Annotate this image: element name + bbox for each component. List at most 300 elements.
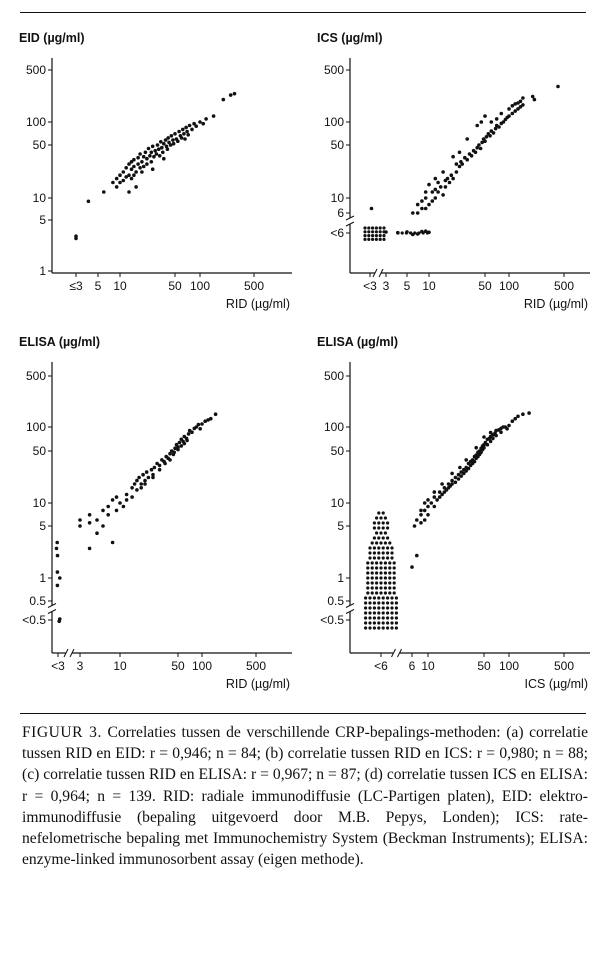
panel-a-data-point bbox=[136, 162, 140, 166]
panel-d-cluster-point bbox=[368, 626, 371, 629]
panel-d-data-point bbox=[513, 417, 517, 421]
panel-d-y-tick-label: <0.5 bbox=[320, 613, 344, 627]
panel-c-data-point bbox=[172, 451, 176, 455]
panel-d-data-point bbox=[482, 435, 486, 439]
panel-c-data-point bbox=[101, 509, 105, 513]
panel-b-cluster-point bbox=[422, 231, 425, 234]
panel-a-data-point bbox=[111, 181, 115, 185]
panel-d-cluster-point bbox=[395, 616, 398, 619]
panel-b-y-tick-label: 6 bbox=[337, 206, 344, 220]
panel-b-data-point bbox=[490, 120, 494, 124]
panel-d-cluster-point bbox=[388, 576, 391, 579]
panel-c-y-tick-label: 50 bbox=[32, 444, 46, 458]
panel-b-cluster-point bbox=[379, 226, 382, 229]
panel-d-cluster-point bbox=[390, 556, 393, 559]
panel-a-y-tick-label: 1 bbox=[39, 264, 46, 278]
panel-d-cluster-point bbox=[366, 586, 369, 589]
panel-d-y-tick-label: 10 bbox=[330, 496, 344, 510]
panel-a-data-point bbox=[190, 128, 194, 132]
panel-a-data-point bbox=[150, 160, 154, 164]
panel-b-data-point bbox=[494, 127, 498, 131]
panel-d-cluster-point bbox=[386, 611, 389, 614]
panel-d-cluster-point bbox=[379, 561, 382, 564]
panel-d-cluster-point bbox=[375, 516, 378, 519]
panel-d-data-point bbox=[507, 424, 511, 428]
panel-d-data-point bbox=[440, 482, 444, 486]
panel-d-data-point bbox=[426, 505, 430, 509]
panel-d-x-tick-label: <6 bbox=[374, 659, 388, 673]
panel-d-cluster-point bbox=[375, 531, 378, 534]
panel-b-data-point bbox=[370, 207, 374, 211]
panel-d-cluster-point bbox=[386, 546, 389, 549]
panel-a-data-point bbox=[212, 114, 216, 118]
panel-c-data-point bbox=[187, 432, 191, 436]
panel-b-cluster-point bbox=[417, 231, 420, 234]
panel-b-data-point bbox=[511, 112, 515, 116]
panel-d-cluster-point bbox=[395, 626, 398, 629]
panel-d-cluster-point bbox=[373, 521, 376, 524]
panel-b-data-point bbox=[556, 85, 560, 89]
panel-a-x-tick-label: 10 bbox=[113, 279, 127, 293]
panel-b-data-point bbox=[533, 98, 537, 102]
panel-c-data-point bbox=[139, 486, 143, 490]
panel-c-data-point bbox=[198, 427, 202, 431]
panel-a-data-point bbox=[115, 185, 119, 189]
panel-c-data-point bbox=[141, 473, 145, 477]
panel-d-cluster-point bbox=[373, 546, 376, 549]
panel-d-cluster-point bbox=[377, 616, 380, 619]
panel-b-data-point bbox=[439, 185, 443, 189]
panel-d-y-tick-label: 500 bbox=[323, 369, 344, 383]
panel-a-data-point bbox=[142, 155, 146, 159]
panel-d-cluster-point bbox=[382, 551, 385, 554]
panel-c-data-point bbox=[106, 513, 110, 517]
panel-d-cluster-point bbox=[377, 536, 380, 539]
panel-d-cluster-point bbox=[379, 576, 382, 579]
panel-b-data-point bbox=[475, 124, 479, 128]
panel-d-cluster-point bbox=[393, 566, 396, 569]
panel-d-data-point bbox=[433, 505, 437, 509]
panel-a-data-point bbox=[159, 140, 163, 144]
panel-d-cluster-point bbox=[382, 601, 385, 604]
panel-b-data-point bbox=[446, 177, 450, 181]
panel-a-data-point bbox=[171, 138, 175, 142]
panel-c-data-point bbox=[58, 576, 62, 580]
panel-d-cluster-point bbox=[364, 626, 367, 629]
panel-d-cluster-point bbox=[382, 616, 385, 619]
panel-a-data-point bbox=[145, 162, 149, 166]
panel-d-cluster-point bbox=[371, 541, 374, 544]
panel-d-cluster-point bbox=[375, 591, 378, 594]
panel-c-data-point bbox=[163, 462, 167, 466]
panel-a-data-point bbox=[204, 117, 208, 121]
panel-d-cluster-point bbox=[368, 616, 371, 619]
panel-d-cluster-point bbox=[390, 546, 393, 549]
panel-a-data-point bbox=[102, 190, 106, 194]
panel-c-y-tick-label: 0.5 bbox=[29, 594, 46, 608]
panel-c-data-point bbox=[151, 476, 155, 480]
panel-b-data-point bbox=[470, 154, 474, 158]
panel-d-cluster-point bbox=[366, 581, 369, 584]
panel-c-data-point bbox=[178, 441, 182, 445]
panel-a-data-point bbox=[153, 149, 157, 153]
panel-d-cluster-point bbox=[386, 551, 389, 554]
panel-d-cluster-point bbox=[388, 586, 391, 589]
panel-b-x-axis-break bbox=[373, 269, 383, 277]
panel-c-y-axis-break bbox=[48, 604, 56, 614]
panel-c-data-point bbox=[95, 518, 99, 522]
panel-a-y-tick-label: 10 bbox=[32, 191, 46, 205]
panel-c-data-point bbox=[56, 570, 60, 574]
panel-d-data-point bbox=[459, 474, 463, 478]
panel-b-data-point bbox=[531, 95, 535, 99]
panel-a-data-point bbox=[188, 124, 192, 128]
panel-c-data-point bbox=[158, 464, 162, 468]
panel-d-cluster-point bbox=[373, 556, 376, 559]
panel-a-data-point bbox=[118, 173, 122, 177]
panel-b-data-point bbox=[479, 147, 483, 151]
panel-d-cluster-point bbox=[373, 616, 376, 619]
panel-b-data-point bbox=[465, 158, 469, 162]
panel-d-cluster-point bbox=[375, 571, 378, 574]
panel-d-cluster-point bbox=[371, 566, 374, 569]
panel-a-y-tick-label: 500 bbox=[25, 63, 46, 77]
panel-d-cluster-point bbox=[373, 621, 376, 624]
panel-b-x-tick-label: 500 bbox=[553, 279, 575, 293]
panel-b-data-point bbox=[465, 137, 469, 141]
panel-b-x-tick-label: 100 bbox=[498, 279, 520, 293]
panel-a-data-point bbox=[122, 170, 126, 174]
panel-d-data-point bbox=[467, 467, 471, 471]
panel-d-cluster-point bbox=[377, 626, 380, 629]
panel-d-data-point bbox=[489, 440, 493, 444]
panel-d-cluster-point bbox=[382, 596, 385, 599]
panel-d-data-point bbox=[415, 518, 419, 522]
panel-a-data-point bbox=[134, 170, 138, 174]
panel-d-cluster-point bbox=[386, 621, 389, 624]
panel-a-data-point bbox=[115, 177, 119, 181]
panel-b-data-point bbox=[495, 117, 499, 121]
panel-d-cluster-point bbox=[382, 556, 385, 559]
panel-b-cluster-point bbox=[367, 234, 370, 237]
panel-d-cluster-point bbox=[366, 566, 369, 569]
panel-b-data-point bbox=[460, 162, 464, 166]
panel-d-cluster-point bbox=[388, 591, 391, 594]
panel-b-data-point bbox=[427, 203, 431, 207]
panel-c-y-axis-title: ELISA (µg/ml) bbox=[19, 335, 101, 349]
panel-d-cluster-point bbox=[384, 586, 387, 589]
panel-d-cluster-point bbox=[375, 586, 378, 589]
panel-b-cluster-point bbox=[375, 234, 378, 237]
panel-d-cluster-point bbox=[373, 596, 376, 599]
panel-b-data-point bbox=[513, 109, 517, 113]
panel-c-data-point bbox=[185, 439, 189, 443]
panel-c-data-point bbox=[137, 476, 141, 480]
panel-d-cluster-point bbox=[393, 571, 396, 574]
panel-b-cluster-point bbox=[405, 231, 408, 234]
panel-d-cluster-point bbox=[379, 571, 382, 574]
panel-d-cluster-point bbox=[395, 611, 398, 614]
panel-a-data-point bbox=[136, 156, 140, 160]
caption-rule bbox=[20, 713, 586, 714]
panel-d-cluster-point bbox=[364, 606, 367, 609]
panel-b-data-point bbox=[451, 155, 455, 159]
panel-c-data-point bbox=[130, 495, 134, 499]
panel-d-data-point bbox=[419, 513, 423, 517]
panel-d-cluster-point bbox=[384, 531, 387, 534]
panel-d-cluster-point bbox=[390, 626, 393, 629]
panel-c-data-point bbox=[147, 476, 151, 480]
panel-d-data-point bbox=[499, 430, 503, 434]
panel-d-cluster-point bbox=[384, 541, 387, 544]
panel-a-y-tick-label: 5 bbox=[39, 213, 46, 227]
panel-c-data-point bbox=[118, 501, 122, 505]
panel-d-cluster-point bbox=[386, 536, 389, 539]
panel-a-data-point bbox=[140, 160, 144, 164]
panel-a-data-point bbox=[74, 237, 78, 241]
panel-d-cluster-point bbox=[393, 591, 396, 594]
panel-c-x-tick-label: 50 bbox=[171, 659, 185, 673]
panel-c-y-tick-label: <0.5 bbox=[22, 613, 46, 627]
panel-b-y-axis-title: ICS (µg/ml) bbox=[317, 31, 383, 45]
panel-d-x-tick-label: 10 bbox=[421, 659, 435, 673]
panel-b-y-tick-label: <6 bbox=[330, 226, 344, 240]
panel-d-cluster-point bbox=[386, 521, 389, 524]
panel-c-x-axis-break bbox=[64, 649, 74, 657]
panel-c-data-point bbox=[183, 442, 187, 446]
panel-d-cluster-point bbox=[364, 616, 367, 619]
panel-d-cluster-point bbox=[364, 621, 367, 624]
panel-b-cluster-point bbox=[426, 231, 429, 234]
panel-a-data-point bbox=[130, 177, 134, 181]
panel-d-cluster-point bbox=[390, 551, 393, 554]
panel-c-x-tick-label: 100 bbox=[191, 659, 213, 673]
panel-d-cluster-point bbox=[384, 561, 387, 564]
panel-b-x-tick-label: 5 bbox=[403, 279, 411, 293]
panel-d-cluster-point bbox=[371, 581, 374, 584]
panel-b-cluster-point bbox=[382, 226, 385, 229]
panel-c-data-point bbox=[78, 518, 82, 522]
panel-b-data-point bbox=[455, 162, 459, 166]
panel-d-cluster-point bbox=[366, 571, 369, 574]
panel-b-data-point bbox=[483, 114, 487, 118]
panel-b-data-point bbox=[519, 100, 523, 104]
panel-b-y-tick-label: 100 bbox=[323, 115, 344, 129]
panel-c-data-point bbox=[88, 513, 92, 517]
panel-c-data-point bbox=[56, 584, 60, 588]
panel-c-data-point bbox=[106, 505, 110, 509]
panel-a-data-point bbox=[118, 181, 122, 185]
panel-b-y-tick-label: 50 bbox=[330, 138, 344, 152]
panel-b-data-point bbox=[416, 211, 420, 215]
panel-d-cluster-point bbox=[373, 611, 376, 614]
panel-d-data-point bbox=[458, 466, 462, 470]
panel-c-data-point bbox=[143, 482, 147, 486]
panel-d-data-point bbox=[426, 513, 430, 517]
panel-c-data-point bbox=[130, 486, 134, 490]
panel-c-data-point bbox=[190, 430, 194, 434]
panel-d-data-point bbox=[521, 412, 525, 416]
panel-c-data-point bbox=[55, 547, 59, 551]
panel-d-data-point bbox=[450, 472, 454, 476]
panel-b-cluster-point bbox=[375, 226, 378, 229]
panel-a-data-point bbox=[162, 157, 166, 161]
panel-d-cluster-point bbox=[371, 591, 374, 594]
panel-b-data-point bbox=[492, 131, 496, 135]
panel-a-data-point bbox=[222, 98, 226, 102]
panel-d-data-point bbox=[450, 479, 454, 483]
panel-d-data-point bbox=[450, 482, 454, 486]
panel-d-cluster-point bbox=[377, 606, 380, 609]
panel-a-y-tick-label: 50 bbox=[32, 138, 46, 152]
panel-d-data-point bbox=[419, 521, 423, 525]
panel-b-x-tick-label: 3 bbox=[382, 279, 390, 293]
panel-a-data-point bbox=[145, 157, 149, 161]
panel-c-data-point bbox=[153, 466, 157, 470]
panel-d-cluster-point bbox=[388, 571, 391, 574]
panel-a-data-point bbox=[155, 152, 159, 156]
panel-b-cluster-point bbox=[367, 238, 370, 241]
panel-d-cluster-point bbox=[377, 556, 380, 559]
panel-d-cluster-point bbox=[371, 561, 374, 564]
panel-d-cluster-point bbox=[386, 626, 389, 629]
panel-b-data-point bbox=[416, 203, 420, 207]
panel-b-x-tick-label: 50 bbox=[478, 279, 492, 293]
panel-d-cluster-point bbox=[373, 626, 376, 629]
panel-d-cluster-point bbox=[377, 601, 380, 604]
panel-b-data-point bbox=[477, 143, 481, 147]
panel-d-data-point bbox=[454, 481, 458, 485]
panel-b-data-point bbox=[441, 170, 445, 174]
panel-a-data-point bbox=[229, 93, 233, 97]
panel-d-y-tick-label: 50 bbox=[330, 444, 344, 458]
panel-d-x-axis-break bbox=[392, 649, 402, 657]
panel-a-data-point bbox=[152, 155, 156, 159]
panel-d-cluster-point bbox=[386, 616, 389, 619]
panel-d-cluster-point bbox=[373, 526, 376, 529]
panel-a-data-point bbox=[151, 145, 155, 149]
panel-d-cluster-point bbox=[395, 621, 398, 624]
panel-a-data-point bbox=[201, 122, 205, 126]
panel-d-cluster-point bbox=[377, 596, 380, 599]
panel-d-cluster-point bbox=[368, 606, 371, 609]
panel-d-data-point bbox=[433, 490, 437, 494]
panel-a-data-point bbox=[122, 179, 126, 183]
panel-d-data-point bbox=[435, 498, 439, 502]
panel-a-data-point bbox=[172, 142, 176, 146]
panel-b-data-point bbox=[434, 188, 438, 192]
panel-d-data-point bbox=[527, 411, 531, 415]
panel-a-data-point bbox=[144, 151, 148, 155]
panel-d-x-tick-label: 50 bbox=[477, 659, 491, 673]
panel-d-cluster-point bbox=[377, 621, 380, 624]
panel-c-data-point bbox=[125, 493, 129, 497]
panel-d-y-axis-break bbox=[346, 604, 354, 614]
panel-a-data-point bbox=[194, 124, 198, 128]
panel-d-cluster-point bbox=[386, 596, 389, 599]
panel-d-cluster-point bbox=[377, 551, 380, 554]
panel-b-data-point bbox=[424, 207, 428, 211]
caption-text: Correlaties tussen de verschillende CRP-bepalings-methoden: (a) correlatie tussen RID en EID: r = 0,946; n = 84; (b) correlatie tussen RID en ICS: r = 0,980; n = 88; (c) correlatie tussen RID en ELISA: r = 0,967; n = 87; (d) correlatie tussen ICS en ELISA: r = 0,964; n = 139. RID: radiale immunodiffusie (LC-Partigen platen), EID: elektro-immunodiffusie (bepaling uitgevoerd door M.B. Pepys, Londen); ICS: rate-nefelometrische bepaling met Immunochemistry System (Beckman Instruments); ELISA: enzyme-linked immunosorbent assay (eigen methode). bbox=[22, 724, 588, 869]
panel-b-cluster-point bbox=[379, 230, 382, 233]
panel-a-data-point bbox=[132, 158, 136, 162]
panel-b-data-point bbox=[411, 211, 415, 215]
panel-a-data-point bbox=[177, 130, 181, 134]
panel-c-x-tick-label: 3 bbox=[76, 659, 84, 673]
panel-a-data-point bbox=[198, 120, 202, 124]
panel-d-cluster-point bbox=[384, 591, 387, 594]
panel-d-cluster-point bbox=[393, 561, 396, 564]
panel-b-data-point bbox=[521, 103, 525, 107]
panel-c-y-tick-label: 10 bbox=[32, 496, 46, 510]
panel-c-data-point bbox=[88, 547, 92, 551]
panel-b-data-point bbox=[521, 96, 525, 100]
panel-c-y-tick-label: 1 bbox=[39, 571, 46, 585]
panel-d-cluster-point bbox=[364, 611, 367, 614]
panel-d-data-point bbox=[494, 434, 498, 438]
panel-d-cluster-point bbox=[377, 611, 380, 614]
panel-b-x-tick-label: <3 bbox=[363, 279, 377, 293]
panel-d-cluster-point bbox=[395, 606, 398, 609]
panel-d-cluster-point bbox=[375, 541, 378, 544]
panel-a-data-point bbox=[180, 136, 184, 140]
panel-d-cluster-point bbox=[377, 526, 380, 529]
panel-c-data-point bbox=[111, 498, 115, 502]
panel-d-data-point bbox=[474, 446, 478, 450]
panel-b-cluster-point bbox=[363, 226, 366, 229]
panel-d-cluster-point bbox=[379, 531, 382, 534]
panel-b-data-point bbox=[480, 120, 484, 124]
panel-d-data-point bbox=[473, 460, 477, 464]
panel-a-data-point bbox=[158, 154, 162, 158]
panel-d-cluster-point bbox=[388, 581, 391, 584]
panel-c-data-point bbox=[139, 482, 143, 486]
panel-b-cluster-point bbox=[401, 231, 404, 234]
panel-a-data-point bbox=[138, 152, 142, 156]
panel-a-data-point bbox=[150, 151, 154, 155]
panel-d-cluster-point bbox=[393, 581, 396, 584]
panel-d-data-point bbox=[489, 431, 493, 435]
panel-b-data-point bbox=[488, 134, 492, 138]
panel-b-data-point bbox=[424, 190, 428, 194]
panel-c-y-tick-label: 5 bbox=[39, 519, 46, 533]
panel-b-data-point bbox=[458, 151, 462, 155]
panel-d-cluster-point bbox=[382, 626, 385, 629]
panel-a-data-point bbox=[127, 190, 131, 194]
panel-a-y-tick-label: 100 bbox=[25, 115, 46, 129]
panel-d-cluster-point bbox=[382, 526, 385, 529]
panel-d-y-tick-label: 0.5 bbox=[327, 594, 344, 608]
panel-d-cluster-point bbox=[382, 511, 385, 514]
panel-c-data-point bbox=[214, 412, 218, 416]
panel-d-cluster-point bbox=[377, 521, 380, 524]
panel-b-data-point bbox=[485, 135, 489, 139]
panel-b-data-point bbox=[451, 177, 455, 181]
panel-a-data-point bbox=[185, 130, 189, 134]
panel-c-data-point bbox=[145, 470, 149, 474]
panel-d-data-point bbox=[433, 495, 437, 499]
panel-a-data-point bbox=[173, 132, 177, 136]
panel-d-cluster-point bbox=[368, 551, 371, 554]
panel-b-cluster-point bbox=[379, 234, 382, 237]
panel-d-cluster-point bbox=[368, 556, 371, 559]
panel-a-data-point bbox=[233, 92, 237, 96]
panel-b-cluster-point bbox=[367, 226, 370, 229]
panel-b-data-point bbox=[483, 139, 487, 143]
panel-d-data-point bbox=[413, 524, 417, 528]
panel-a-data-point bbox=[140, 170, 144, 174]
panel-c-data-point bbox=[111, 541, 115, 545]
